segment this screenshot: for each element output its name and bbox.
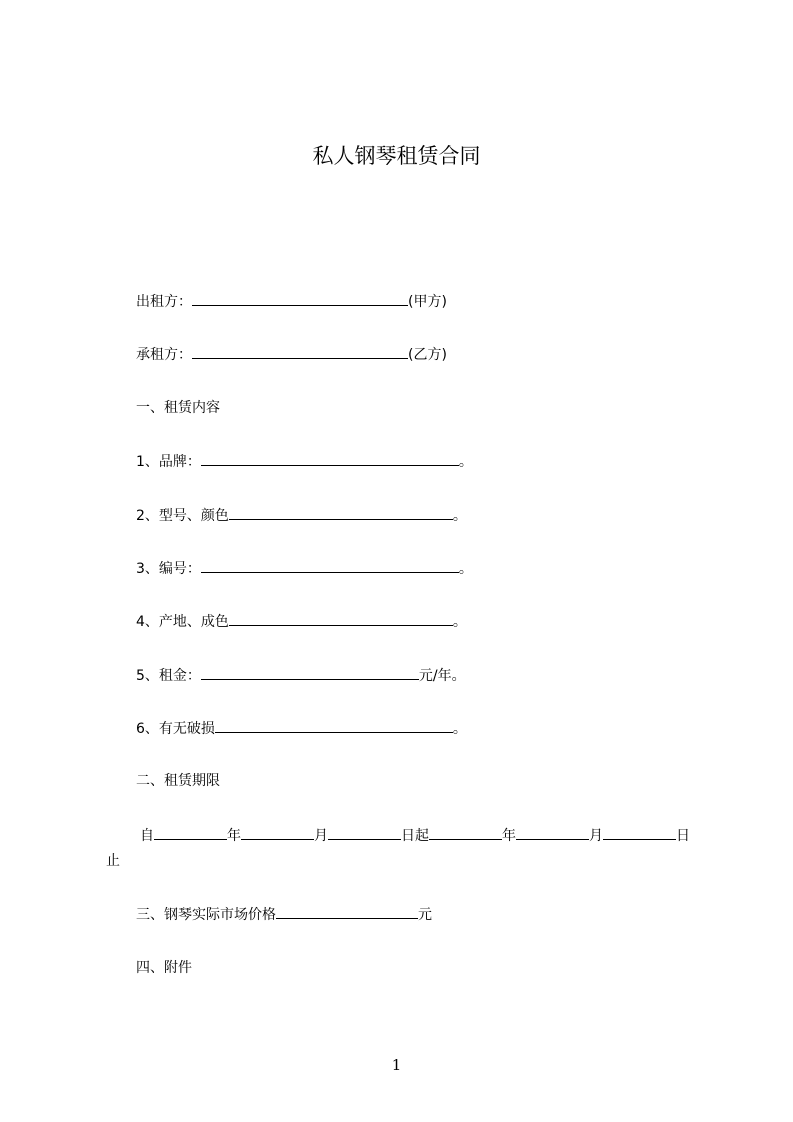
item5-blank[interactable] [201,665,419,680]
term-start-month-blank[interactable] [241,825,314,840]
item3-blank[interactable] [201,558,459,573]
term-end-day-label: 日 [676,828,690,844]
item5-line [136,665,466,686]
term-end-year-blank[interactable] [429,825,502,840]
section4-heading: 四、附件 [136,960,192,976]
lessee-suffix: (乙方) [408,347,447,363]
term-line [140,825,690,846]
item2-blank[interactable] [229,505,453,520]
lessor-label: 出租方： [136,294,192,310]
lessee-label: 承租方： [136,347,192,363]
lessor-line [136,291,447,312]
item3-line [136,558,473,579]
term-from: 自 [140,828,154,844]
lessee-blank[interactable] [192,344,408,359]
section2-heading: 二、租赁期限 [136,773,220,789]
document-title: 私人钢琴租赁合同 [312,144,481,168]
item5-label: 5、租金： [136,668,201,684]
item4-line [136,611,467,632]
item4-period: 。 [452,614,467,630]
item6-period: 。 [452,721,467,737]
term-end-day-blank[interactable] [603,825,676,840]
term-start-month-label: 月 [314,828,328,844]
item2-label: 2、型号、颜色 [136,508,229,524]
item6-blank[interactable] [215,718,453,733]
item2-period: 。 [452,508,467,524]
section3-suffix: 元 [418,907,432,923]
term-start-day-label: 日起 [401,828,429,844]
item6-label: 6、有无破损 [136,721,215,737]
term-start-day-blank[interactable] [328,825,401,840]
item1-label: 1、品牌： [136,454,201,470]
term-start-year-blank[interactable] [154,825,227,840]
term-end-month-label: 月 [589,828,603,844]
item5-suffix: 元/年。 [418,668,466,684]
section3-line [136,904,432,925]
term-end-month-blank[interactable] [516,825,589,840]
page-number: 1 [391,1056,402,1074]
lessor-suffix: (甲方) [408,294,447,310]
item6-line [136,718,467,739]
term-start-year-label: 年 [227,828,241,844]
item4-blank[interactable] [229,611,453,626]
lessor-blank[interactable] [192,291,408,306]
item2-line [136,505,467,526]
term-end-year-label: 年 [502,828,516,844]
item1-period: 。 [458,454,473,470]
item3-label: 3、编号： [136,561,201,577]
lessee-line [136,344,447,365]
market-price-blank[interactable] [276,904,418,919]
item1-line [136,451,473,472]
term-end-text: 止 [106,853,120,869]
section1-heading: 一、租赁内容 [136,400,220,416]
item1-blank[interactable] [201,451,459,466]
item3-period: 。 [458,561,473,577]
item4-label: 4、产地、成色 [136,614,229,630]
section3-heading: 三、钢琴实际市场价格 [136,907,276,923]
